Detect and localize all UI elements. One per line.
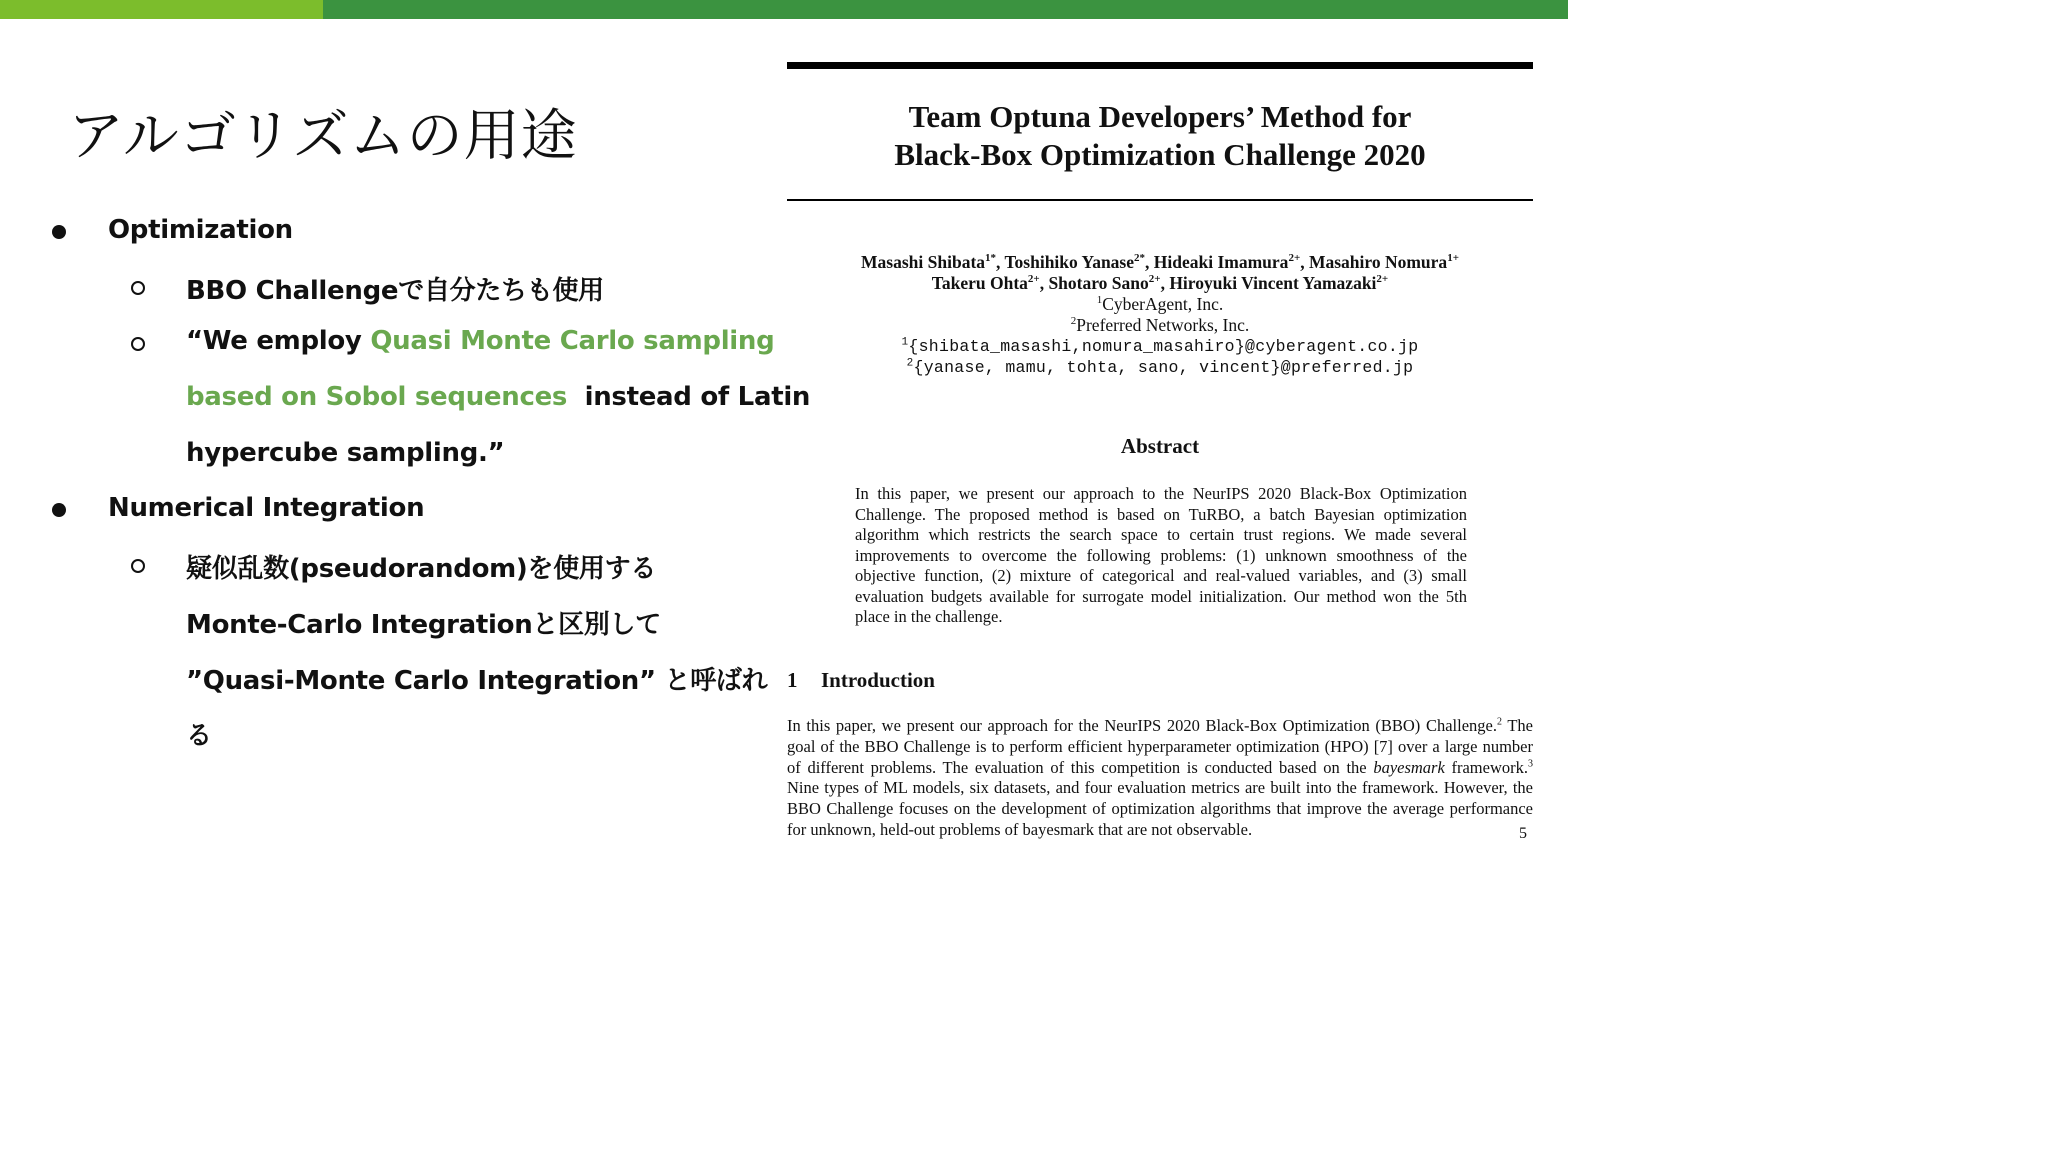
author-sep: ,: [1145, 252, 1154, 272]
section-title: Introduction: [821, 668, 935, 692]
intro-italic: bayesmark: [1373, 757, 1445, 777]
author-line: [787, 252, 1533, 273]
author-name: Masashi Shibata: [861, 252, 986, 272]
author-name: Masahiro Nomura: [1308, 252, 1448, 272]
affiliation-sup: 2: [1070, 315, 1077, 328]
abstract-heading: Abstract: [1120, 434, 1200, 458]
sub-bullet-circle: [131, 281, 145, 295]
email-line: [787, 336, 1533, 357]
bullet-dot: [52, 503, 66, 517]
author-block: [787, 252, 1533, 378]
email-text: {shibata_masashi,nomura_masahiro}@cyberagent.co.jp: [908, 337, 1419, 356]
section-number: 1: [787, 668, 798, 692]
author-name: Hiroyuki Vincent Yamazaki: [1169, 273, 1377, 293]
title-top-rule: [787, 62, 1533, 69]
author-sup: 2+: [1027, 273, 1040, 286]
quote-highlight: based on Sobol sequences: [186, 382, 568, 412]
email-text: {yanase, mamu, tohta, sano, vincent}@preferred.jp: [913, 358, 1414, 377]
author-line: [787, 273, 1533, 294]
email-sup: 2: [906, 357, 914, 370]
quote-text: hypercube sampling.”: [186, 438, 505, 468]
author-sup: 2*: [1134, 252, 1146, 265]
slide-title: アルゴリズムの用途: [68, 104, 578, 169]
intro-text: Nine types of ML models, six datasets, and four evaluation metrics are built into the framework. However, the BBO Challenge focuses on the development of optimization algorithms that improve the average performance for unknown, held-out problems of bayesmark that are not observable.: [787, 778, 1533, 839]
sub-bullet-text: 疑似乱数(pseudorandom)を使用する: [186, 554, 657, 584]
author-name: Shotaro Sano: [1048, 273, 1149, 293]
quote-line: [186, 438, 504, 468]
introduction-text: [787, 716, 1533, 841]
quote-text: instead of Latin: [567, 382, 811, 412]
sub-bullet-circle: [131, 337, 145, 351]
author-sup: 1+: [1447, 252, 1459, 265]
quote-highlight: Quasi Monte Carlo sampling: [370, 326, 775, 356]
bullet-list: [0, 0, 811, 880]
sub-bullet-text-part: BBO Challengeで自分たちも使用: [186, 276, 604, 306]
author-name: Takeru Ohta: [931, 273, 1028, 293]
email-sup: 1: [901, 336, 909, 349]
quote-line: [186, 326, 774, 356]
paper-title-line: Team Optuna Developers’ Method for: [908, 99, 1412, 134]
author-sep: ,: [1300, 252, 1309, 272]
author-sup: 2+: [1288, 252, 1301, 265]
intro-text: framework.: [1444, 757, 1528, 777]
paper-title: [787, 98, 1533, 174]
intro-text: The goal of the BBO Challenge is to perform efficient hyperparameter optimization (HPO) [7] over a large number of different problems. The evaluation of this competition is conducted based on the: [787, 716, 1533, 777]
footnote-marker: 3: [1528, 758, 1533, 770]
affiliation-sup: 1: [1096, 294, 1103, 307]
author-sup: 1*: [985, 252, 997, 265]
sub-bullet-text: [186, 270, 604, 307]
affiliation-text: Preferred Networks, Inc.: [1076, 315, 1250, 335]
affiliation: [787, 315, 1533, 336]
sub-bullet-text: ”Quasi-Monte Carlo Integration” と呼ばれ: [186, 666, 768, 696]
abstract-text: In this paper, we present our approach to the NeurIPS 2020 Black-Box Optimization Challenge. The proposed method is based on TuRBO, a batch Bayesian optimization algorithm which restricts the search space to certain trust regions. We made several improvements to overcome the following problems: (1) unknown smoothness of the objective function, (2) mixture of categorical and real-valued variables, and (3) small evaluation budgets available for surrogate model initialization. Our method won the 5th place in the challenge.: [855, 484, 1467, 626]
author-sep: ,: [1160, 273, 1170, 293]
footnote-marker: 2: [1496, 716, 1502, 728]
sub-bullet-text: る: [186, 721, 212, 751]
paper-excerpt: [787, 62, 1533, 872]
author-name: Toshihiko Yanase: [1004, 252, 1135, 272]
paper-title-line: Black-Box Optimization Challenge 2020: [894, 137, 1426, 172]
intro-text: In this paper, we present our approach for the NeurIPS 2020 Black-Box Optimization (BBO) Challenge.: [787, 716, 1497, 735]
author-sup: 2+: [1376, 273, 1389, 286]
section-heading: [787, 668, 935, 693]
bullet-dot: [52, 225, 66, 239]
author-sep: ,: [1039, 273, 1049, 293]
sub-bullet-text: Monte-Carlo Integrationと区別して: [186, 610, 661, 640]
author-name: Hideaki Imamura: [1153, 252, 1289, 272]
author-sep: ,: [996, 252, 1005, 272]
sub-bullet-circle: [131, 559, 145, 573]
author-sup: 2+: [1148, 273, 1161, 286]
quote-line: [186, 382, 810, 412]
bullet-label: Numerical Integration: [108, 493, 425, 523]
title-bottom-rule: [787, 199, 1533, 201]
email-line: [787, 357, 1533, 378]
affiliation-text: CyberAgent, Inc.: [1102, 294, 1224, 314]
affiliation: [787, 294, 1533, 315]
page-number: 5: [1519, 825, 1527, 842]
quote-text: “We employ: [186, 326, 371, 356]
bullet-label: Optimization: [108, 215, 293, 245]
